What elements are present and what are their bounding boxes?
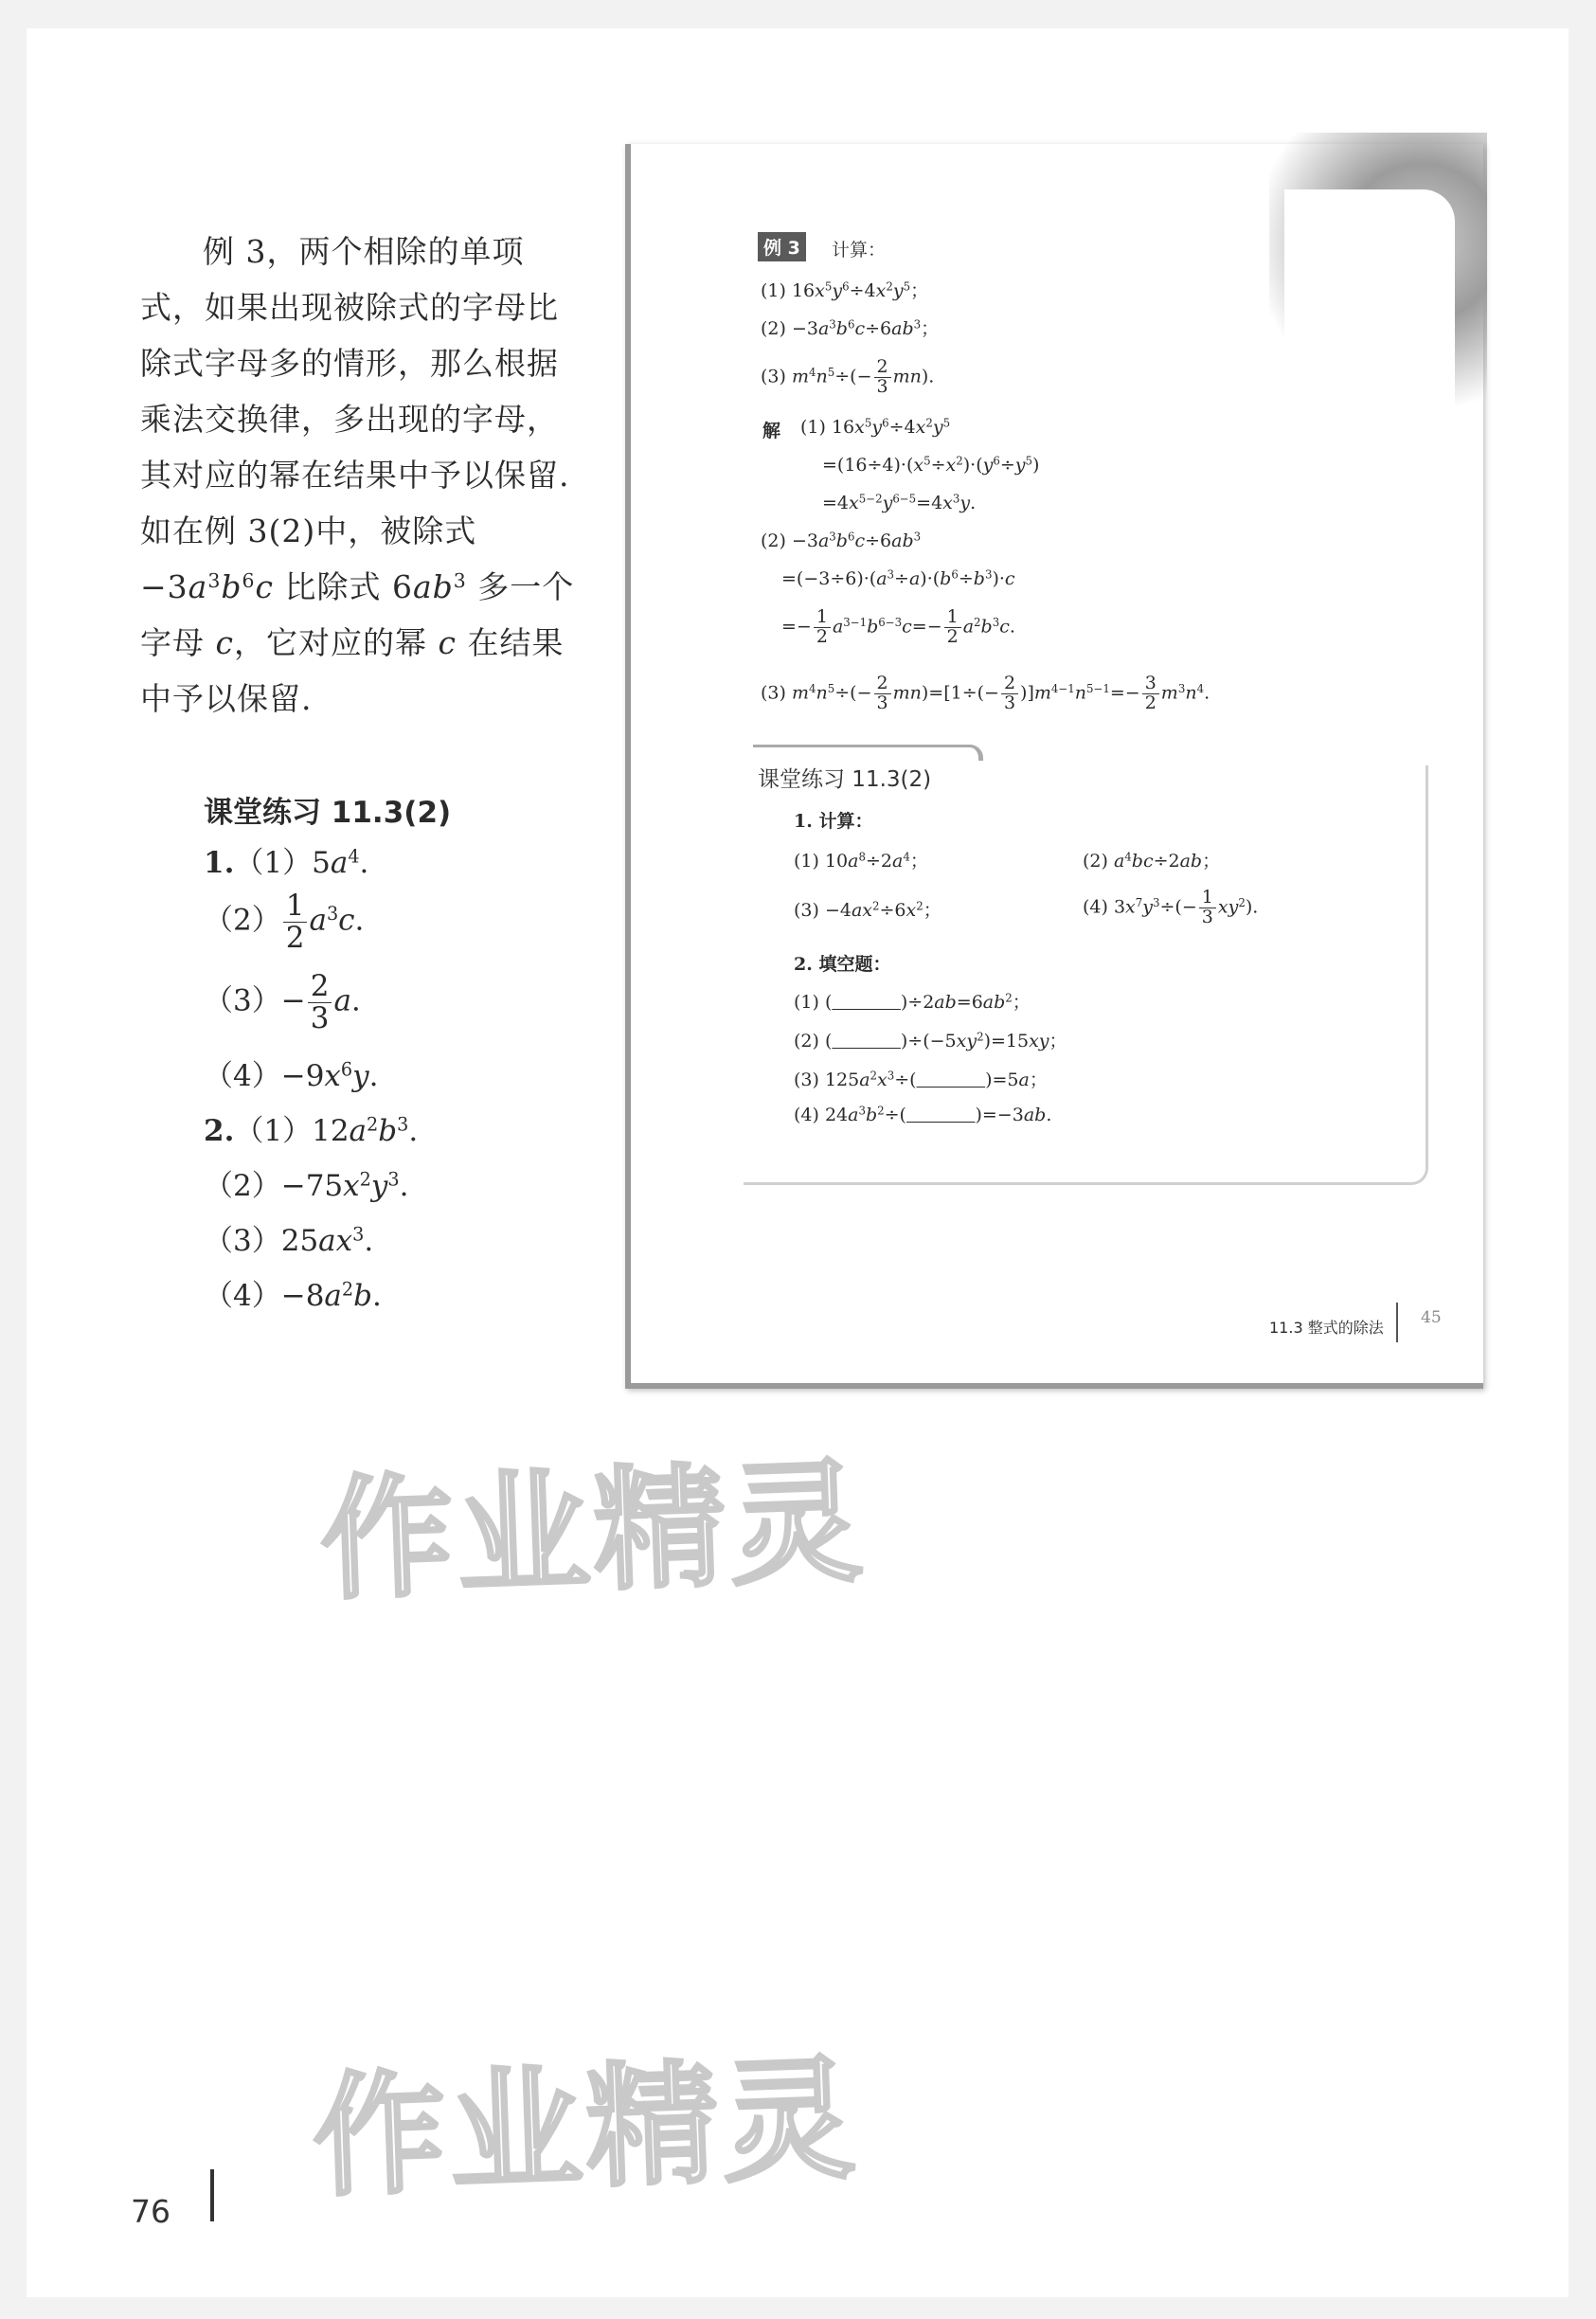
answer-2-1: $2.(1)12a^2b^3$. (204, 1113, 419, 1148)
exercise-2-label: 2. 填空题： (794, 954, 891, 975)
problem-2: $(2) -3a^3b^6c\div 6ab^3$； (761, 317, 940, 339)
answer-1-2: （2） $\frac{1}{2}$ $a^3c$. (204, 889, 365, 955)
example-tag: 例 3 (758, 232, 806, 261)
exercise-2-1: (1) ( )$\div 2ab=6ab^2$； (794, 991, 1031, 1013)
answer-2-4: $(4)-8a^2b$. (204, 1278, 382, 1313)
solution-1-line-1: (1) $16x^5y^6\div 4x^2y^5$ (800, 416, 951, 438)
exercise-1-4: (4) $3x^7y^3\div(-$ $\frac{1}{3}$ $xy^2$). (1083, 887, 1259, 927)
answer-2-2: $(2)-75x^2y^3$. (204, 1168, 409, 1203)
exercise-2-4: (4) $24a^3b^2\div$( )=−3ab. (794, 1104, 1052, 1125)
solution-2-line-2: $=(-3\div 6)\cdot(a^3\div a)\cdot(b^6\div b^3)\cdot c$ (781, 567, 1015, 589)
watermark-bottom: 作业精灵 (310, 2041, 862, 2216)
solution-2-line-1: $(2) -3a^3b^6c\div 6ab^3$ (761, 530, 922, 551)
page-number: 76 (131, 2193, 170, 2230)
answer-1-4: $(4)-9x^6y$. (204, 1058, 379, 1093)
example-title: 计算： (832, 240, 887, 261)
fraction: $\frac{1}{2}$ (283, 890, 308, 953)
exercise-1-3: $(3) -4ax^2\div 6x^2$； (794, 899, 941, 921)
exercise-header-rule (753, 745, 983, 761)
exercise-1-2: (2) $a^4bc\div 2ab$； (1083, 850, 1221, 872)
corner-card (1284, 189, 1455, 426)
exercise-title: 课堂练习 11.3(2) (758, 767, 932, 792)
answers-heading: 课堂练习 11.3(2) (204, 796, 452, 830)
solution-1-line-3: $=4x^{5-2}y^{6-5}=4x^3y$. (822, 492, 977, 513)
fraction: $\frac{2}{3}$ (308, 971, 332, 1034)
page-number-bar (210, 2169, 214, 2221)
textbook-page-number: 45 (1421, 1308, 1442, 1327)
solution-2-line-3: =− $\frac{1}{2}$ $a^{3-1}b^{6-3}c=-$ $\frac{1}{2}$ $a^2b^3c$. (781, 606, 1015, 647)
problem-3: (3) $m^4n^5\div(-$ $\frac{2}{3}$ mn). (761, 356, 935, 397)
answer-1-1: $1.(1)5a^4$. (204, 845, 369, 880)
watermark-top: 作业精灵 (317, 1445, 870, 1619)
explanation-paragraph: 例 3，两个相除的单项式，如果出现被除式的字母比除式字母多的情形，那么根据乘法交换律，多出现的字母，其对应的幂在结果中予以保留. 如在例 3(2)中，被除式 $-3a^3b^6c$ 比除式 $6ab^3$ 多一个字母 c，它对应的幂 c 在结果中予以保留. (140, 233, 575, 717)
exercise-1-1: (1) $10a^8\div 2a^4$； (794, 850, 928, 872)
footer-divider (1396, 1303, 1398, 1342)
exercise-2-2: (2) ( )$\div(-5xy^2)=15xy$； (794, 1030, 1067, 1052)
exercise-2-3: (3) $125a^2x^3\div$( )=5a； (794, 1069, 1048, 1090)
exercise-1-label: 1. 计算： (794, 811, 873, 832)
answer-2-3: $(3)25ax^3$. (204, 1223, 374, 1258)
solution-3: (3) $m^4n^5\div(-$ $\frac{2}{3}$ mn)=[1÷(− $\frac{2}{3}$ )]$m^{4-1}n^{5-1}=-$ $\frac{3}{2}$ $m^3n^4$. (761, 673, 1210, 713)
textbook-footer-section: 11.3 整式的除法 (1269, 1319, 1384, 1337)
answer-1-3: （3）− $\frac{2}{3}$ a. (204, 969, 361, 1035)
problem-1: (1) $16x^5y^6\div 4x^2y^5$； (761, 279, 929, 301)
solution-1-line-2: $=(16\div 4)\cdot(x^5\div x^2)\cdot(y^6\div y^5)$ (822, 454, 1040, 476)
solution-label: 解 (762, 421, 781, 441)
